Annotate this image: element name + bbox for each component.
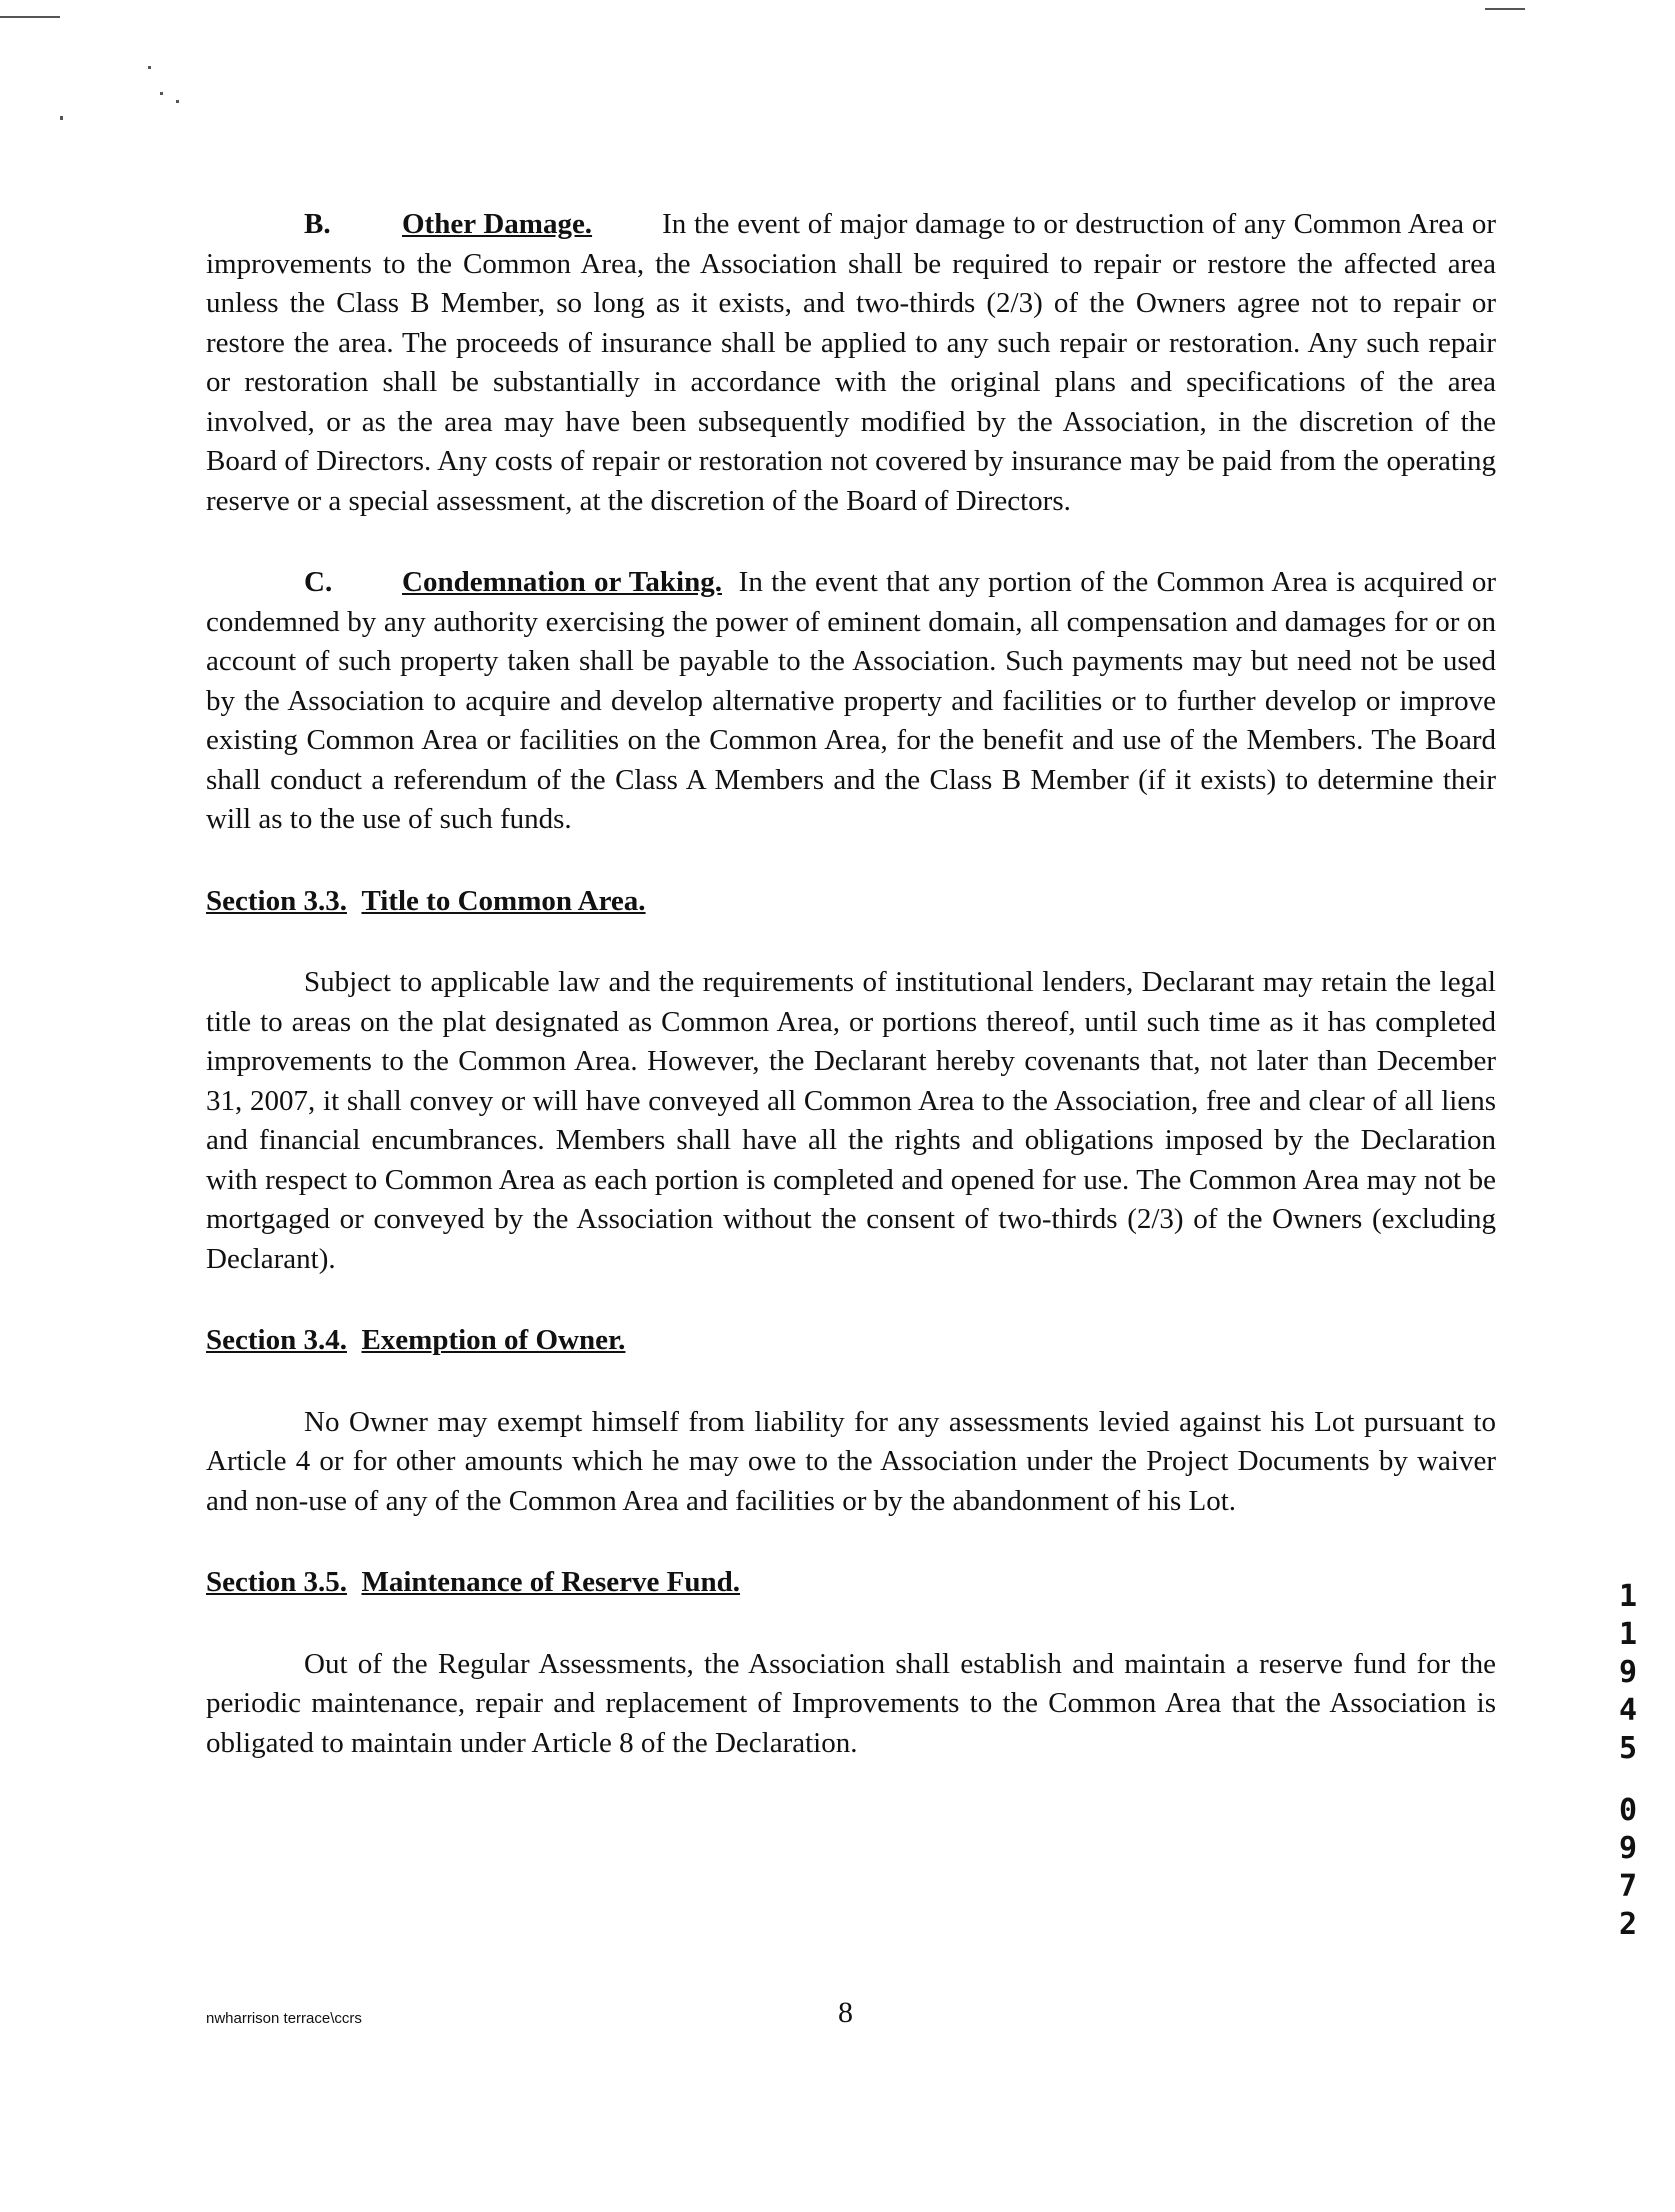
recording-digit: 9 <box>1618 1831 1638 1866</box>
recording-digit: 7 <box>1618 1869 1638 1904</box>
scan-artifact-dot <box>60 116 63 120</box>
recording-digit: 1 <box>1618 1579 1638 1614</box>
section-3-5-text: Out of the Regular Assessments, the Association shall establish and maintain a reserve fund for the periodic maintenance, repair and replacement of Improvements to the Common Area that the Association is obligated to maintain under Article 8 of the Declaration. <box>206 1647 1496 1759</box>
recording-digit: 1 <box>1618 1617 1638 1652</box>
recording-digit: 0 <box>1618 1793 1638 1828</box>
section-title: Maintenance of Reserve Fund. <box>361 1566 741 1598</box>
subsection-title: Other Damage. <box>402 208 593 240</box>
section-title: Title to Common Area. <box>361 884 646 917</box>
scan-artifact-line <box>1485 8 1525 10</box>
section-3-3-text: Subject to applicable law and the requirements of institutional lenders, Declarant may retain the legal title to areas on the plat designated as Common Area, or portions thereof, until such time as it has completed improvements to the Common Area. However, the Declarant hereby covenants that, not later than December 31, 2007, it shall convey or will have conveyed all Common Area to the Association, free and clear of all liens and financial encumbrances. Members shall have all the rights and obligations imposed by the Declaration with respect to Common Area as each portion is completed and opened for use. The Common Area may not be mortgaged or conveyed by the Association without the consent of two-thirds (2/3) of the Owners (excluding Declarant). <box>206 966 1496 1275</box>
recording-digit: 9 <box>1618 1655 1638 1690</box>
recording-number <box>1608 1578 1648 1944</box>
section-number: Section 3.4. <box>206 1324 347 1356</box>
section-number: Section 3.3. <box>206 884 347 917</box>
subsection-text: In the event that any portion of the Common Area is acquired or condemned by any authority exercising the power of eminent domain, all compensation and damages for or on account of such property taken shall be payable to the Association. Such payments may but need not be used by the Association to acquire and develop alternative property and facilities or to further develop or improve existing Common Area or facilities on the Common Area, for the benefit and use of the Members. The Board shall conduct a referendum of the Class A Members and the Class B Member (if it exists) to determine their will as to the use of such funds. <box>206 566 1496 835</box>
subsection-letter: C. <box>304 566 333 598</box>
subsection-letter: B. <box>304 208 331 240</box>
scan-artifact-dot <box>148 66 151 69</box>
section-number: Section 3.5. <box>206 1566 347 1598</box>
section-3-4-heading <box>206 1321 1496 1361</box>
recording-digit: 4 <box>1618 1693 1638 1728</box>
footer-file-path: nwharrison terrace\ccrs <box>206 2010 362 2027</box>
scan-artifact-line <box>0 16 60 18</box>
subsection-c <box>206 563 1496 840</box>
section-3-5-heading <box>206 1563 1496 1603</box>
subsection-title: Condemnation or Taking. <box>402 566 722 598</box>
recording-digit: 2 <box>1618 1907 1638 1942</box>
section-title: Exemption of Owner. <box>361 1324 626 1356</box>
subsection-b <box>206 205 1496 521</box>
section-3-4-text: No Owner may exempt himself from liability for any assessments levied against his Lot pursuant to Article 4 or for other amounts which he may owe to the Association under the Project Documents by waiver and non-use of any of the Common Area and facilities or by the abandonment of his Lot. <box>206 1405 1496 1517</box>
subsection-text: In the event of major damage to or destruction of any Common Area or improvements to the Common Area, the Association shall be required to repair or restore the affected area unless the Class B Member, so long as it exists, and two-thirds (2/3) of the Owners agree not to repair or restore the area. The proceeds of insurance shall be applied to any such repair or restoration. Any such repair or restoration shall be substantially in accordance with the original plans and specifications of the area involved, or as the area may have been subsequently modified by the Association, in the discretion of the Board of Directors. Any costs of repair or restoration not covered by insurance may be paid from the operating reserve or a special assessment, at the discretion of the Board of Directors. <box>206 208 1496 517</box>
page-number: 8 <box>838 1996 853 2029</box>
recording-digit: 5 <box>1618 1731 1638 1766</box>
document-body <box>206 205 1496 1763</box>
section-3-3-heading <box>206 882 1496 922</box>
scan-artifact-dot <box>176 100 179 103</box>
scan-artifact-dot <box>160 92 163 95</box>
